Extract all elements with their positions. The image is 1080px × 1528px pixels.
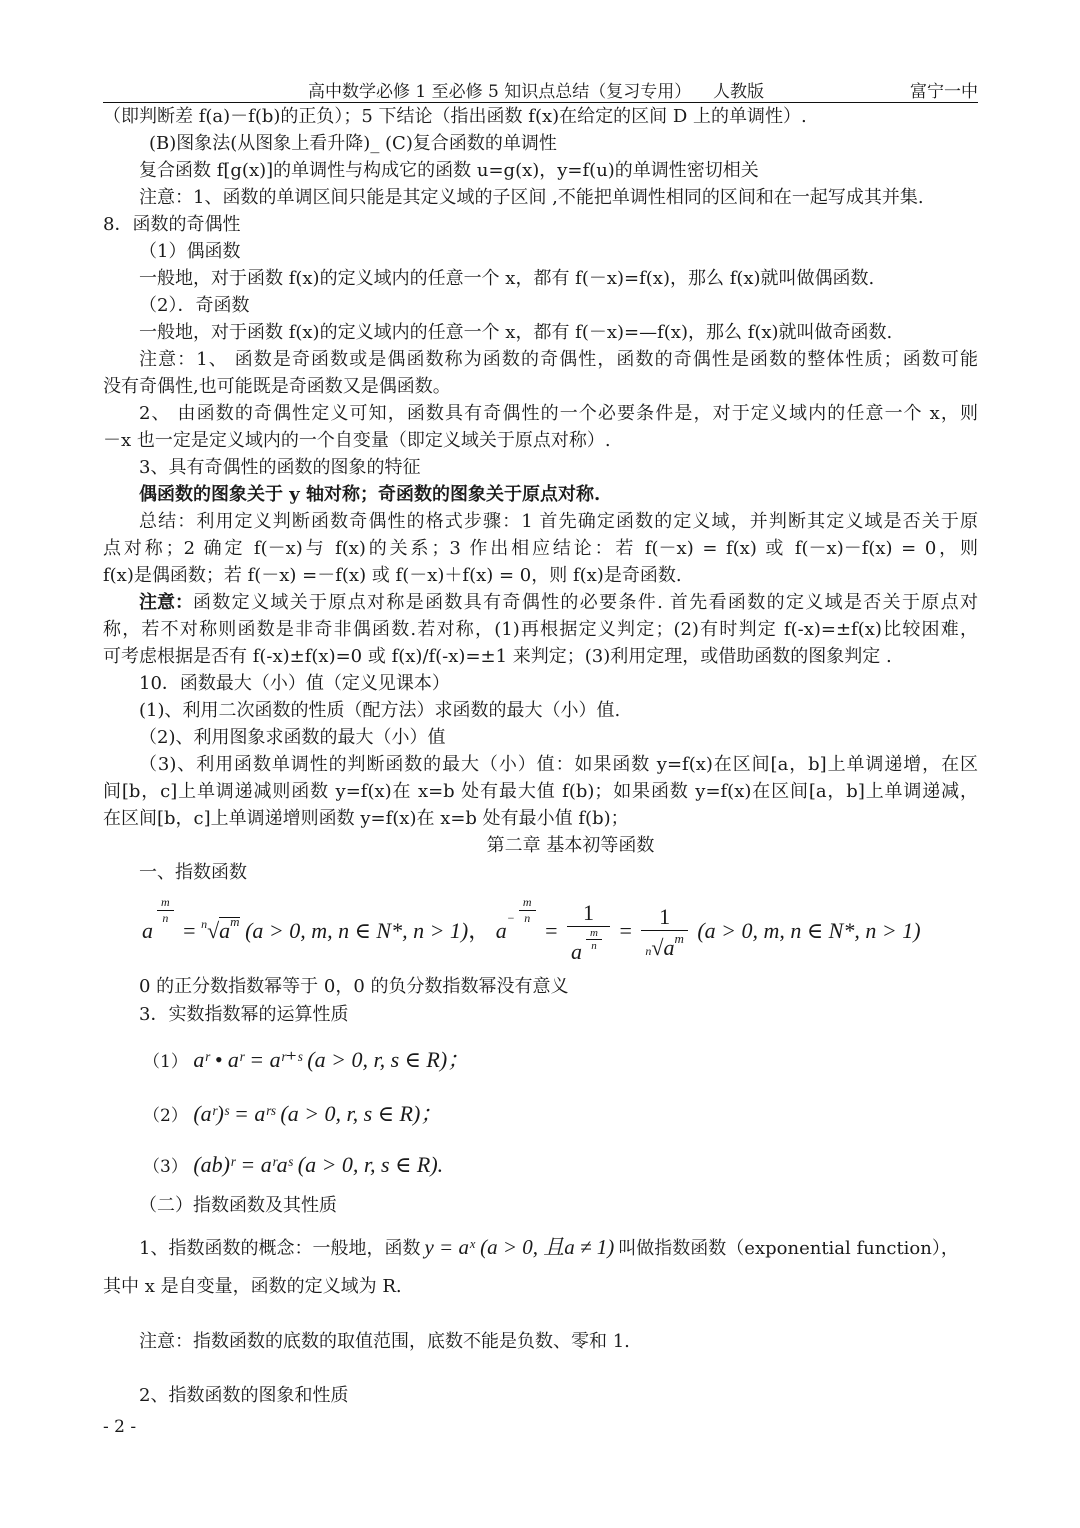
page-header: [103, 72, 978, 103]
text-line: 一般地，对于函数 f(x)的定义域内的任意一个 x，都有 f(－x)=—f(x)，那么 f(x)就叫做奇函数.: [139, 322, 893, 343]
text-line: （即判断差 f(a)－f(b)的正负）；5 下结论（指出函数 f(x)在给定的区间 D 上的单调性）.: [103, 106, 807, 127]
text-line: 注意：1、 函数是奇函数或是偶函数称为函数的奇偶性，函数的奇偶性是函数的整体性质；函数可能: [139, 349, 978, 370]
text-line: 称，若不对称则函数是非奇非偶函数.若对称，(1)再根据定义判定；(2)有时判定 f(-x)=±f(x)比较困难，: [103, 619, 978, 640]
exponent-rule-2: （2） (aʳ)ˢ = aʳˢ (a > 0, r, s ∈ R)；: [143, 1101, 443, 1126]
section-heading: 一、指数函数: [139, 862, 247, 883]
text-line: （2)、利用图象求函数的最大（小）值: [139, 727, 446, 748]
text-line: －x 也一定是定义域内的一个自变量（即定义域关于原点对称）.: [103, 430, 611, 451]
section-heading: 8．函数的奇偶性: [103, 214, 241, 235]
text-line: 没有奇偶性,也可能既是奇函数又是偶函数。: [103, 376, 451, 397]
text-line: [103, 589, 978, 616]
section-heading: （二）指数函数及其性质: [139, 1195, 337, 1216]
text-line: （1）偶函数: [139, 241, 241, 262]
text-line: （3)、利用函数单调性的判断函数的最大（小）值：如果函数 y=f(x)在区间[a，b]上单调递增，在区: [139, 754, 978, 775]
fraction-exponent-formula: a $\frac{m}{n}$ = $^n√a^m$ (a > 0, m, n ∈ N*, n > 1)， a− $\frac{m}{n}$ = 1 a $\frac{m}{n}$ = $\frac{1}{n√a^m}$ (a > 0, m, n ∈ N*, n > 1): [142, 895, 921, 965]
exp-def-text: 1、指数函数的概念：一般地，函数: [139, 1238, 421, 1259]
text-line: 注意：指数函数的底数的取值范围，底数不能是负数、零和 1.: [139, 1331, 630, 1352]
text-line: 点对称；2 确定 f(－x)与 f(x)的关系；3 作出相应结论：若 f(－x) = f(x) 或 f(－x)－f(x) = 0，则: [103, 538, 978, 559]
page-number: - 2 -: [103, 1417, 137, 1437]
chapter-title: 第二章 基本初等函数: [486, 835, 655, 856]
section-heading: 10．函数最大（小）值（定义见课本）: [139, 673, 450, 694]
text-line: 一般地，对于函数 f(x)的定义域内的任意一个 x，都有 f(－x)=f(x)，那么 f(x)就叫做偶函数.: [139, 268, 875, 289]
text-line: 总结：利用定义判断函数奇偶性的格式步骤：1 首先确定函数的定义域，并判断其定义域是否关于原: [139, 511, 978, 532]
text-line: (1)、利用二次函数的性质（配方法）求函数的最大（小）值.: [139, 700, 621, 721]
section-heading: 2、指数函数的图象和性质: [139, 1385, 349, 1406]
text-line: 复合函数 f[g(x)]的单调性与构成它的函数 u=g(x)，y=f(u)的单调性密切相关: [139, 160, 759, 181]
text-line: 注意：1、函数的单调区间只能是其定义域的子区间 ,不能把单调性相同的区间和在一起写成其并集.: [139, 187, 924, 208]
text-line: (B)图象法(从图象上看升降)_ (C)复合函数的单调性: [149, 133, 557, 154]
text-line: f(x)是偶函数；若 f(－x) =－f(x) 或 f(－x)＋f(x) = 0，则 f(x)是奇函数.: [103, 565, 682, 586]
text-line: 其中 x 是自变量，函数的定义域为 R.: [103, 1276, 402, 1297]
header-title: 高中数学必修 1 至必修 5 知识点总结（复习专用）: [308, 82, 692, 102]
section-heading: 3．实数指数幂的运算性质: [139, 1004, 349, 1025]
text-line: [103, 1234, 978, 1262]
text-line: 可考虑根据是否有 f(-x)±f(x)=0 或 f(x)/f(-x)=±1 来判定；(3)利用定理，或借助函数的图象判定 .: [103, 646, 892, 667]
exponent-rule-3: （3） (ab)ʳ = aʳaˢ (a > 0, r, s ∈ R).: [143, 1152, 444, 1177]
exp-def-formula: y = aˣ (a > 0, 且a ≠ 1): [424, 1235, 615, 1259]
note-label: 注意：: [139, 592, 193, 613]
header-school: 富宁一中: [910, 82, 978, 102]
text-line: 0 的正分数指数幂等于 0，0 的负分数指数幂没有意义: [139, 976, 569, 997]
note-text: 函数定义域关于原点对称是函数具有奇偶性的必要条件. 首先看函数的定义域是否关于原点对: [193, 592, 978, 613]
text-line: 间[b，c]上单调递减则函数 y=f(x)在 x=b 处有最大值 f(b)；如果函数 y=f(x)在区间[a，b]上单调递减，: [103, 781, 978, 802]
text-line: 在区间[b，c]上单调递增则函数 y=f(x)在 x=b 处有最小值 f(b)；: [103, 808, 629, 829]
text-line: 2、 由函数的奇偶性定义可知，函数具有奇偶性的一个必要条件是，对于定义域内的任意一个 x，则: [139, 403, 978, 424]
bold-text-line: 偶函数的图象关于 y 轴对称；奇函数的图象关于原点对称.: [139, 484, 601, 505]
header-edition: 人教版: [713, 82, 764, 102]
exp-def-text-end: 叫做指数函数（exponential function），: [618, 1238, 959, 1259]
text-line: 3、具有奇偶性的函数的图象的特征: [139, 457, 421, 478]
exponent-rule-1: （1） aʳ • aʳ = aʳ⁺ˢ (a > 0, r, s ∈ R)；: [143, 1047, 470, 1072]
text-line: （2）．奇函数: [139, 295, 250, 316]
